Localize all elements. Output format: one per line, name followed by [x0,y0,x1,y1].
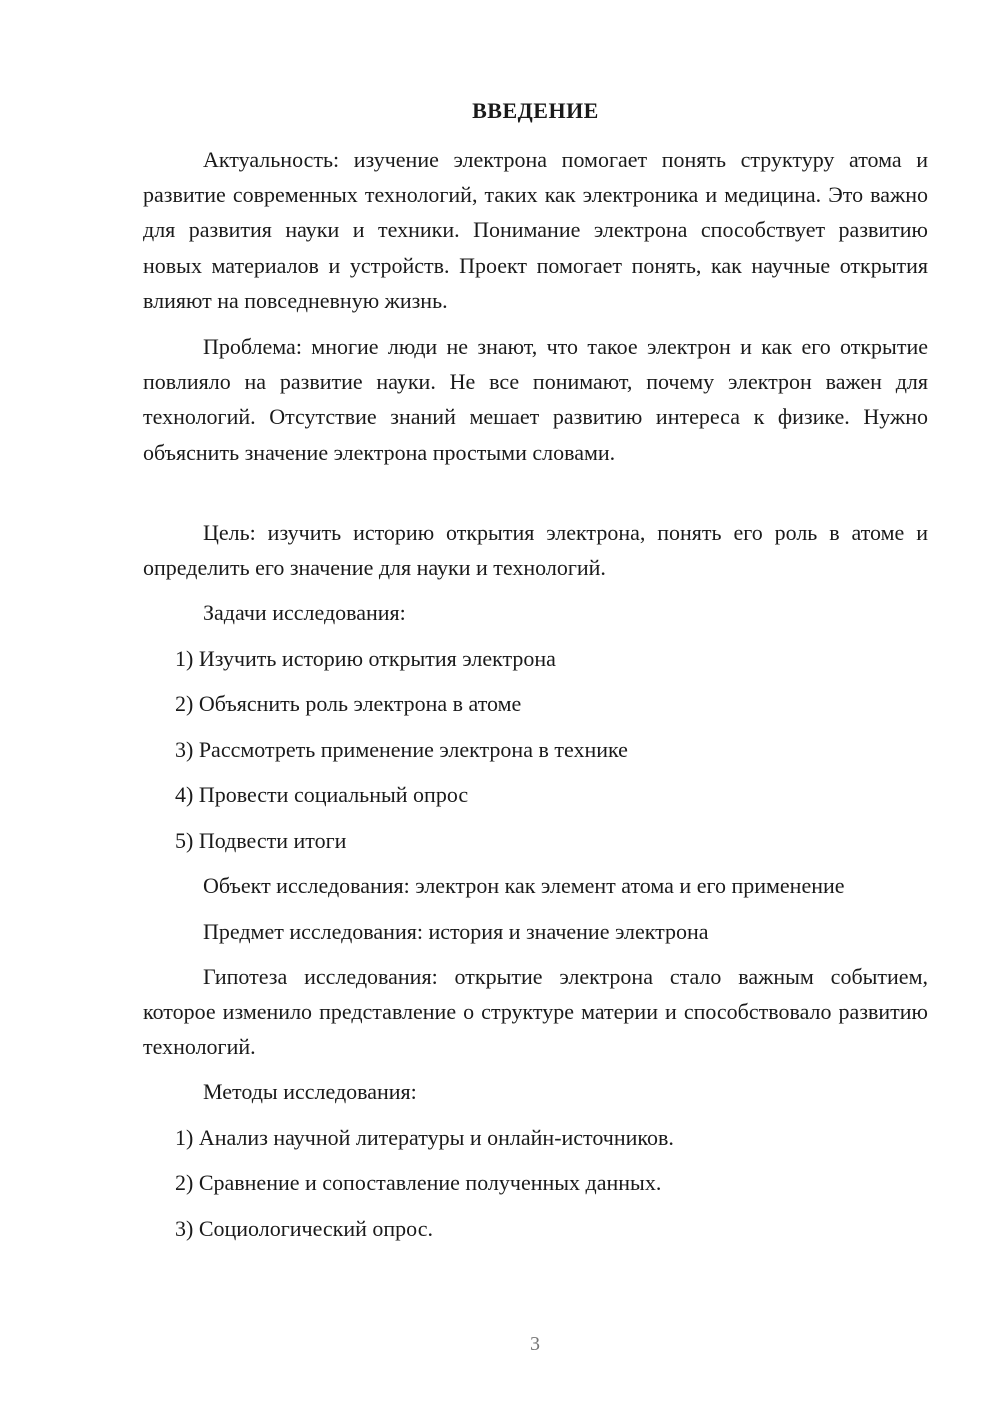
research-subject: Предмет исследования: история и значение электрона [203,919,709,944]
tasks-title: Задачи исследования: [203,600,406,625]
method-item: 2) Сравнение и сопоставление полученных данных. [175,1170,662,1195]
task-item: 3) Рассмотреть применение электрона в технике [175,737,628,762]
page-number: 3 [530,1333,540,1355]
task-item: 2) Объяснить роль электрона в атоме [175,691,522,716]
method-item: 1) Анализ научной литературы и онлайн-источников. [175,1125,674,1150]
task-item: 4) Провести социальный опрос [175,782,469,807]
research-object: Объект исследования: электрон как элемент атома и его применение [203,873,845,898]
problem-paragraph: Проблема: многие люди не знают, что такое электрон и как его открытие повлияло на развитие науки. Не все понимают, почему электрон важен для технологий. Отсутствие знаний мешает развитию интереса к физике. Нужно объяснить значение электрона простыми словами. [143,334,928,465]
method-item: 3) Социологический опрос. [175,1216,433,1241]
methods-title: Методы исследования: [203,1079,417,1104]
goal-paragraph: Цель: изучить историю открытия электрона, понять его роль в атоме и определить его значение для науки и технологий. [143,520,928,581]
task-item: 1) Изучить историю открытия электрона [175,646,556,671]
task-item: 5) Подвести итоги [175,828,347,853]
hypothesis-paragraph: Гипотеза исследования: открытие электрона стало важным событием, которое изменило представление о структуре материи и способствовало развитию технологий. [143,964,928,1060]
page-title: ВВЕДЕНИЕ [472,98,599,123]
relevance-paragraph: Актуальность: изучение электрона помогает понять структуру атома и развитие современных технологий, таких как электроника и медицина. Это важно для развития науки и техники. Понимание электрона способствует развитию новых материалов и устройств. Проект помогает понять, как научные открытия влияют на повседневную жизнь. [143,147,928,313]
